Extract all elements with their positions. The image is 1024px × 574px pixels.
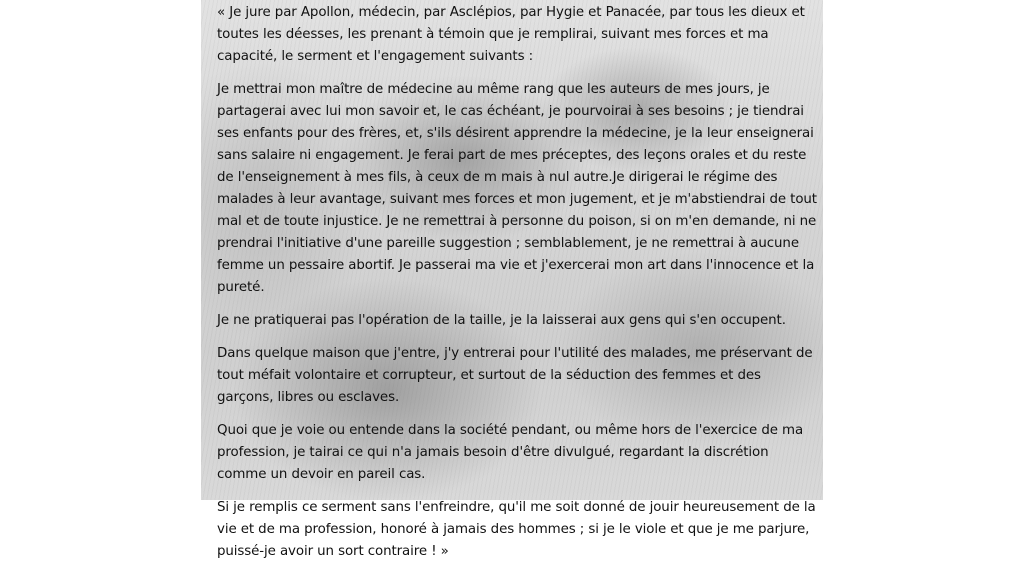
oath-paragraph-surgery: Je ne pratiquerai pas l'opération de la taille, je la laisserai aux gens qui s'en occupent. [217, 313, 786, 328]
oath-paragraph-teacher: Je mettrai mon maître de médecine au même rang que les auteurs de mes jours, je partagerai avec lui mon savoir et, le cas échéant, je pourvoirai à ses besoins ; je tiendrai ses enfants pour des frères, et, s'ils désirent apprendre la médecine, je la leur enseignerai sans salaire ni engagement. Je ferai part de mes préceptes, des leçons orales et du reste de l'enseignement à mes fils, à ceux de m mais à nul autre.Je dirigerai le régime des malades à leur avantage, suivant mes forces et mon jugement, et je m'abstiendrai de tout mal et de toute injustice. Je ne remettrai à personne du poison, si on m'en demande, ni ne prendrai l'initiative d'une pareille suggestion ; semblablement, je ne remettrai à aucune femme un pessaire abortif. Je passerai ma vie et j'exercerai mon art dans l'innocence et la pureté. [217, 82, 817, 295]
oath-text [217, 2, 817, 574]
oath-paragraph-closing: Si je remplis ce serment sans l'enfreindre, qu'il me soit donné de jouir heureusement de la vie et de ma profession, honoré à jamais des hommes ; si je le viole et que je me parjure, puissé-je avoir un sort contraire ! » [217, 500, 816, 559]
oath-paragraph-house: Dans quelque maison que j'entre, j'y entrerai pour l'utilité des malades, me préservant de tout méfait volontaire et corrupteur, et surtout de la séduction des femmes et des garçons, libres ou esclaves. [217, 346, 813, 405]
oath-paragraph-discretion: Quoi que je voie ou entende dans la société pendant, ou même hors de l'exercice de ma profession, je tairai ce qui n'a jamais besoin d'être divulgué, regardant la discrétion comme un devoir en pareil cas. [217, 423, 804, 482]
oath-text-panel [201, 0, 823, 559]
oath-paragraph-intro: « Je jure par Apollon, médecin, par Asclépios, par Hygie et Panacée, par tous les dieux et toutes les déesses, les prenant à témoin que je remplirai, suivant mes forces et ma capacité, le serment et l'engagement suivants : [217, 5, 805, 64]
